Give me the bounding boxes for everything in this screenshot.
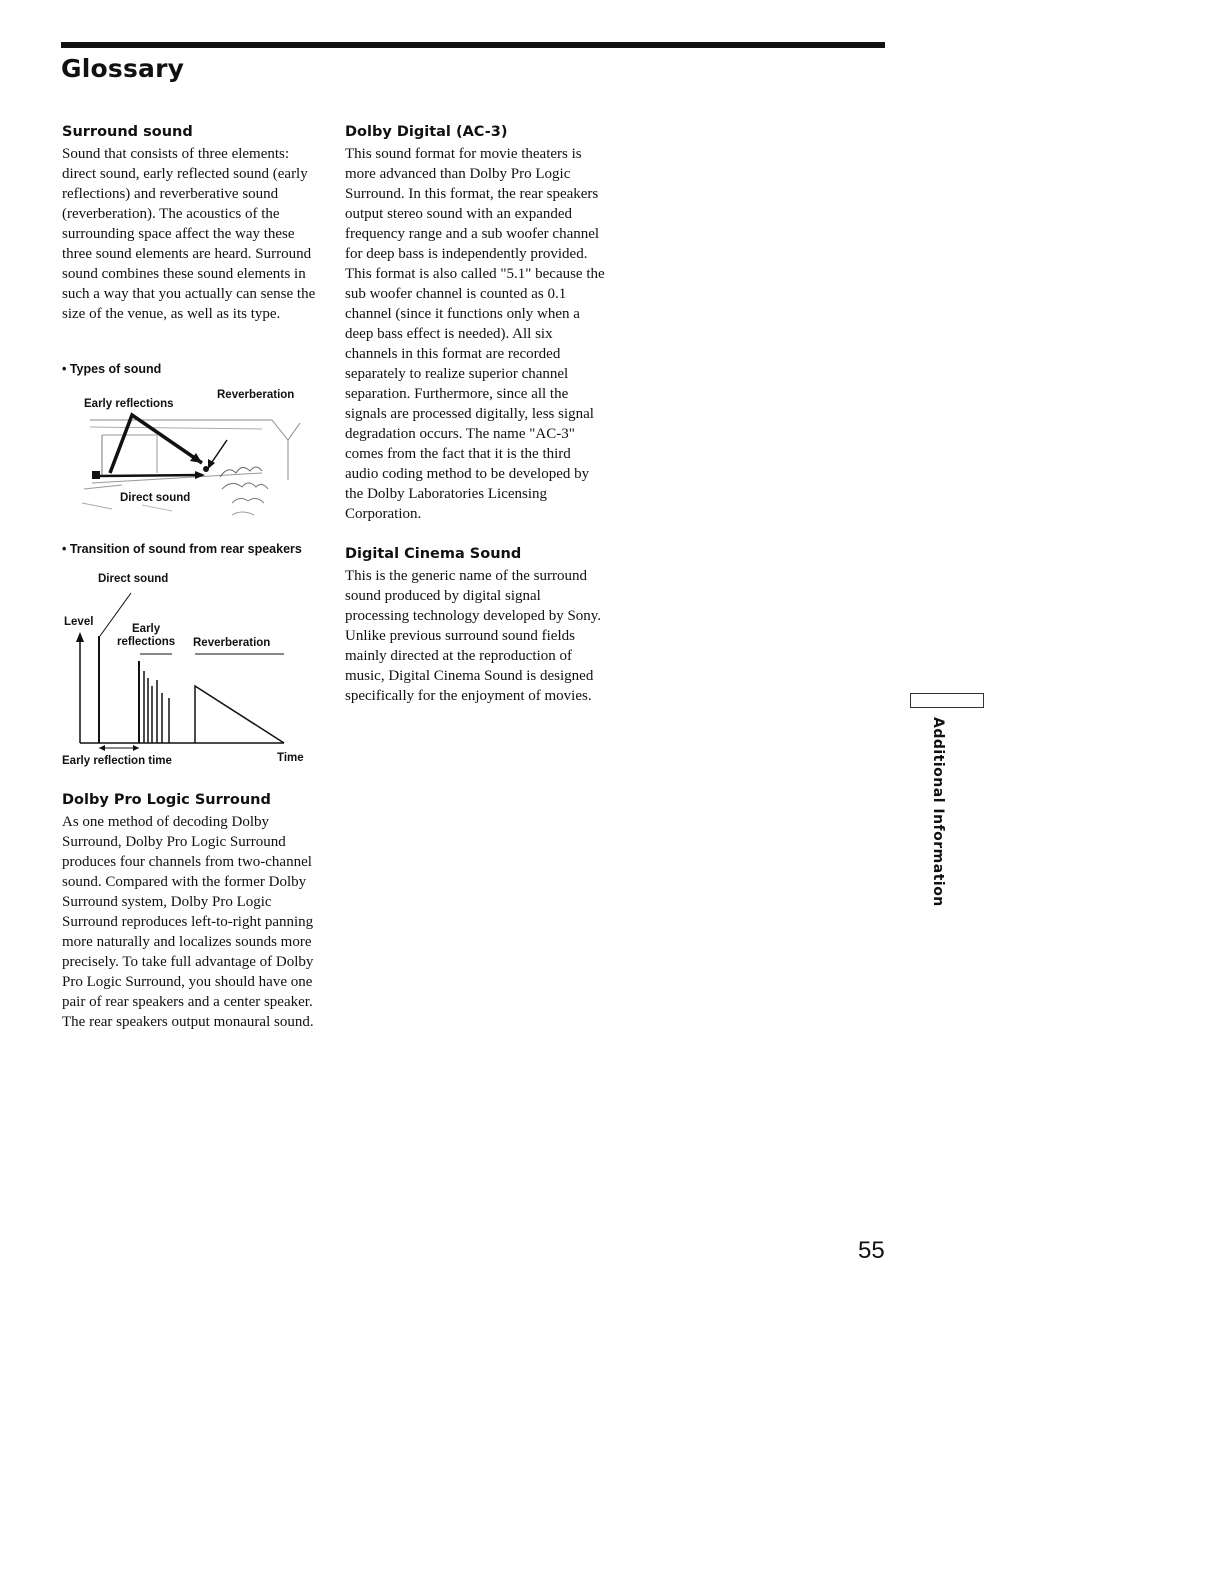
figure-caption-types: • Types of sound [62,362,162,376]
label-early-reflection-time: Early reflection time [62,755,172,767]
section-tab-box [910,693,984,708]
term-heading: Dolby Digital (AC-3) [345,124,508,140]
page-number: 55 [858,1237,885,1264]
label-time: Time [277,752,304,764]
label-direct-sound: Direct sound [120,492,191,504]
top-rule [61,42,885,48]
term-definition: As one method of decoding Dolby Surround, Dolby Pro Logic Surround produces four channels from two-channel sound. Compared with the former Dolby Surround system, Dolby Pro Logic Surround reproduces left-to-right panning more naturally and localizes sounds more precisely. To take full advantage of Dolby Pro Logic Surround, you should have one pair of rear speakers and a center speaker. The rear speakers output monaural sound. [62,814,314,1030]
term-heading: Dolby Pro Logic Surround [62,792,271,808]
entry-dolby-digital [345,122,605,524]
label-early-reflections: Early reflections [84,398,174,410]
section-side-tab: Additional Information [930,717,946,907]
entry-digital-cinema-sound [345,544,605,706]
level-time-diagram [62,568,312,773]
left-column [62,122,324,324]
entry-dolby-pro-logic [62,790,324,1032]
label-reflections: reflections [117,636,176,648]
figure-transition-of-sound [62,568,312,773]
figure-caption-transition: • Transition of sound from rear speakers [62,542,302,556]
page-title: Glossary [61,54,185,83]
label-reverberation: Reverberation [217,389,295,401]
term-heading: Surround sound [62,124,193,140]
label-reverberation-2: Reverberation [193,637,271,649]
entry-surround-sound [62,122,324,324]
term-heading: Digital Cinema Sound [345,546,522,562]
label-direct-sound-2: Direct sound [98,573,169,585]
label-level: Level [64,616,94,628]
term-definition: This sound format for movie theaters is more advanced than Dolby Pro Logic Surround. In this format, the rear speakers output stereo sound with an expanded frequency range and a sub woofer channel for deep bass is independently provided. This format is also called "5.1" because the sub woofer channel is counted as 0.1 channel (since it functions only when a deep bass effect is needed). All six channels in this format are recorded separately to realize superior channel separation. Furthermore, since all the signals are processed digitally, less signal degradation occurs. The name "AC-3" comes from the fact that it is the third audio coding method to be developed by the Dolby Laboratories Licensing Corporation. [345,146,605,522]
figure-types-of-sound [62,385,312,530]
term-definition: Sound that consists of three elements: direct sound, early reflected sound (early reflections) and reverberative sound (reverberation). The acoustics of the surrounding space affect the way these three sound elements are heard. Surround sound combines these sound elements in such a way that you actually can sense the size of the venue, as well as its type. [62,146,316,322]
right-column [345,122,605,706]
term-definition: This is the generic name of the surround sound produced by digital signal processing technology developed by Sony. Unlike previous surround sound fields mainly directed at the reproduction of music, Digital Cinema Sound is designed specifically for the enjoyment of movies. [345,568,602,704]
label-early: Early [132,623,161,635]
